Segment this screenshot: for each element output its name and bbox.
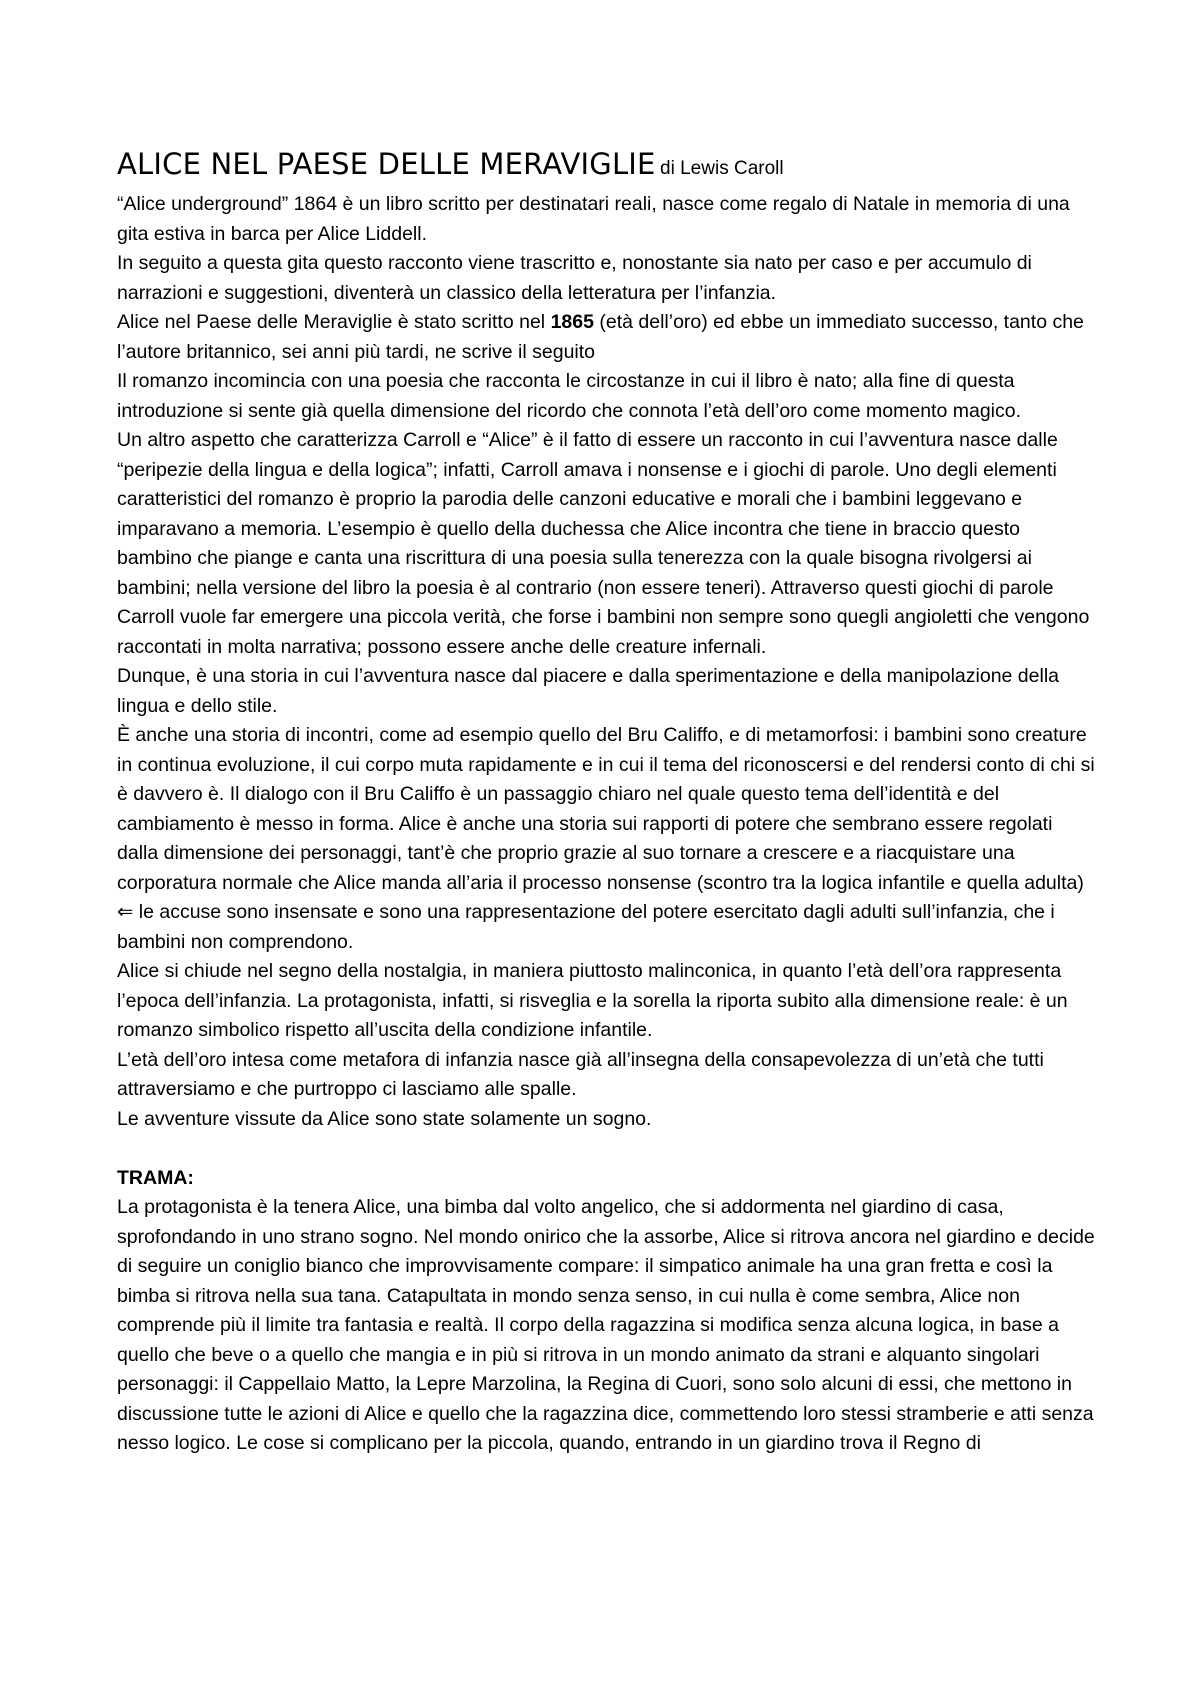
paragraph-text: (età dell’oro) ed ebbe un immediato successo, tanto che l’autore britannico, sei anni più tardi, ne scrive il seguito	[117, 311, 1084, 363]
paragraph: La protagonista è la tenera Alice, una bimba dal volto angelico, che si addormenta nel giardino di casa, sprofondando in uno strano sogno. Nel mondo onirico che la assorbe, Alice si ritrova ancora nel giardino e decide di seguire un coniglio bianco che improvvisamente compare: il simpatico animale ha una gran fretta e così la bimba si ritrova nella sua tana. Catapultata in mondo senza senso, in cui nulla è come sembra, Alice non comprende più il limite tra fantasia e realtà. Il corpo della ragazzina si modifica senza alcuna logica, in base a quello che beve o a quello che mangia e in più si ritrova in un mondo animato da strani e alquanto singolari personaggi: il Cappellaio Matto, la Lepre Marzolina, la Regina di Cuori, sono solo alcuni di essi, che mettono in discussione tutte le azioni di Alice e quello che la ragazzina dice, commettendo loro stessi stramberie e atti senza nesso logico. Le cose si complicano per la piccola, quando, entrando in un giardino trova il Regno di	[117, 1196, 1095, 1454]
paragraph	[117, 308, 1097, 367]
document-page	[117, 146, 1097, 1459]
paragraph: L’età dell’oro intesa come metafora di infanzia nasce già all’insegna della consapevolezza di un’età che tutti attraversiamo e che purtroppo ci lasciamo alle spalle.	[117, 1048, 1044, 1100]
paragraph: È anche una storia di incontri, come ad esempio quello del Bru Califfo, e di metamorfosi: i bambini sono creature in continua evoluzione, il cui corpo muta rapidamente e in cui il tema del riconoscersi e del rendersi conto di chi si è davvero è. Il dialogo con il Bru Califfo è un passaggio chiaro nel quale questo tema dell’identità e del cambiamento è messo in forma. Alice è anche una storia sui rapporti di potere che sembrano essere regolati dalla dimensione dei personaggi, tant’è che proprio grazie al suo tornare a crescere e a riacquistare una corporatura normale che Alice manda all’aria il processo nonsense (scontro tra la logica infantile e quella adulta) ⇐ le accuse sono insensate e sono una rappresentazione del potere esercitato dagli adulti sull’infanzia, che i bambini non comprendono.	[117, 724, 1095, 953]
document-body	[117, 190, 1097, 1459]
paragraph: In seguito a questa gita questo racconto viene trascritto e, nonostante sia nato per caso e per accumulo di narrazioni e suggestioni, diventerà un classico della letteratura per l’infanzia.	[117, 252, 1032, 304]
title-main: ALICE NEL PAESE DELLE MERAVIGLIE	[117, 147, 656, 181]
paragraph: “Alice underground” 1864 è un libro scritto per destinatari reali, nasce come regalo di Natale in memoria di una gita estiva in barca per Alice Liddell.	[117, 193, 1070, 245]
bold-year: 1865	[550, 311, 594, 333]
paragraph: Le avventure vissute da Alice sono state solamente un sogno.	[117, 1107, 652, 1130]
blank-line	[117, 1134, 1097, 1164]
paragraph: Un altro aspetto che caratterizza Carroll e “Alice” è il fatto di essere un racconto in cui l’avventura nasce dalle “peripezie della lingua e della logica”; infatti, Carroll amava i nonsense e i giochi di parole. Uno degli elementi caratteristici del romanzo è proprio la parodia delle canzoni educative e morali che i bambini leggevano e imparavano a memoria. L’esempio è quello della duchessa che Alice incontra che tiene in braccio questo bambino che piange e canta una riscrittura di una poesia sulla tenerezza con la quale bisogna rivolgersi ai bambini; nella versione del libro la poesia è al contrario (non essere teneri). Attraverso questi giochi di parole Carroll vuole far emergere una piccola verità, che forse i bambini non sempre sono quegli angioletti che vengono raccontati in molta narrativa; possono essere anche delle creature infernali.	[117, 429, 1090, 658]
paragraph: Alice si chiude nel segno della nostalgia, in maniera piuttosto malinconica, in quanto l’età dell’ora rappresenta l’epoca dell’infanzia. La protagonista, infatti, si risveglia e la sorella la riporta subito alla dimensione reale: è un romanzo simbolico rispetto all’uscita della condizione infantile.	[117, 960, 1068, 1041]
document-title	[117, 146, 1097, 188]
title-author: di Lewis Caroll	[660, 158, 784, 179]
paragraph: Dunque, è una storia in cui l’avventura nasce dal piacere e dalla sperimentazione e della manipolazione della lingua e dello stile.	[117, 665, 1060, 717]
paragraph-text: Alice nel Paese delle Meraviglie è stato scritto nel	[117, 311, 551, 333]
section-heading: TRAMA:	[117, 1166, 194, 1189]
paragraph: Il romanzo incomincia con una poesia che racconta le circostanze in cui il libro è nato; alla fine di questa introduzione si sente già quella dimensione del ricordo che connota l’età dell’oro come momento magico.	[117, 370, 1022, 422]
